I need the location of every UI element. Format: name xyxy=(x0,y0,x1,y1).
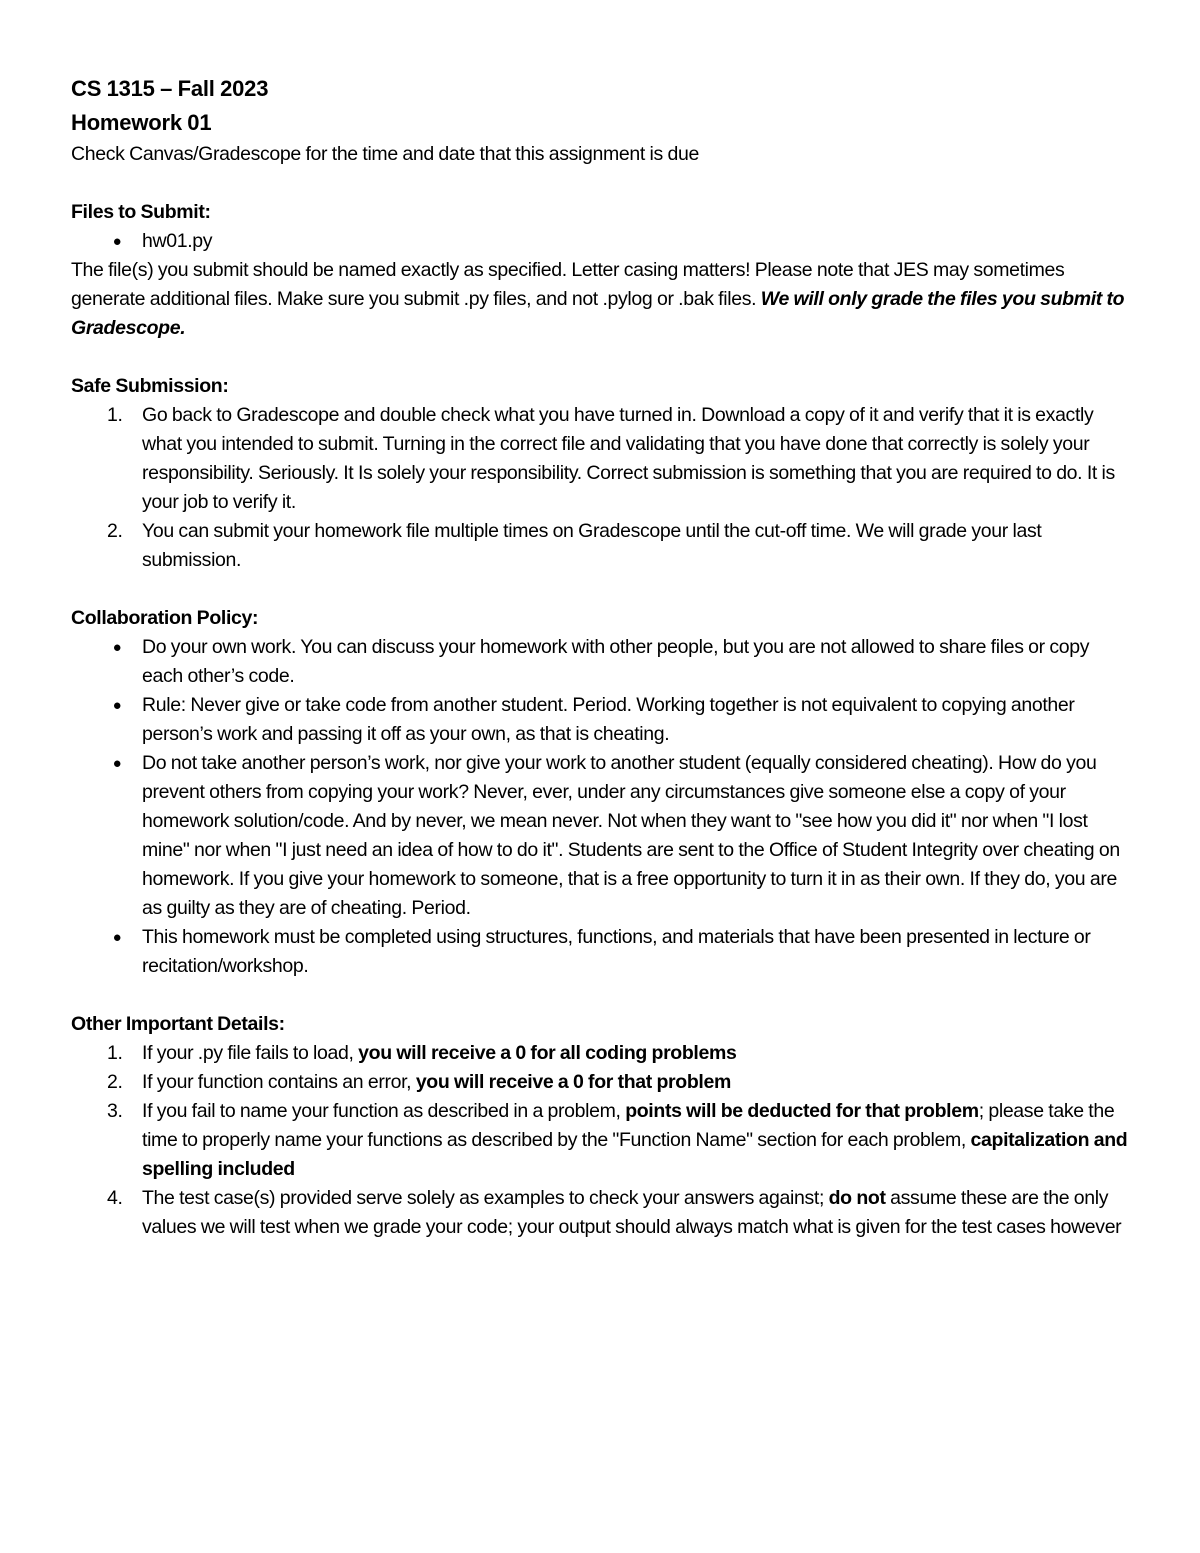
list-item xyxy=(71,691,1131,749)
list-item xyxy=(71,517,1131,575)
list-number: 3. xyxy=(107,1100,123,1122)
list-item-emphasis: you will receive a 0 for that problem xyxy=(415,1071,731,1093)
list-number: 2. xyxy=(107,1071,123,1093)
collab-section-title: Collaboration Policy: xyxy=(71,607,259,629)
course-title: CS 1315 – Fall 2023 xyxy=(71,76,269,101)
list-item xyxy=(71,923,1131,981)
list-item-text: assume these are the only values we will test when we grade your code; your output should always match what is given for the test cases however xyxy=(142,1187,1122,1238)
list-item-text: Rule: Never give or take code from another student. Period. Working together is not equivalent to copying another person’s work and passing it off as your own, as that is cheating. xyxy=(142,694,1075,745)
collab-list xyxy=(71,633,1131,981)
list-item-emphasis: points will be deducted for that problem xyxy=(625,1100,979,1122)
document-page xyxy=(71,72,1131,1242)
list-item-text: The test case(s) provided serve solely as examples to check your answers against; xyxy=(142,1187,829,1209)
list-item xyxy=(71,1184,1131,1242)
list-item xyxy=(71,633,1131,691)
details-section-title: Other Important Details: xyxy=(71,1013,285,1035)
list-item-text: You can submit your homework file multiple times on Gradescope until the cut-off time. We will grade your last submission. xyxy=(142,520,1042,571)
list-item-text: If your function contains an error, xyxy=(142,1071,416,1093)
list-item-text: Do your own work. You can discuss your homework with other people, but you are not allowed to share files or copy each other’s code. xyxy=(142,636,1090,687)
list-item-emphasis: do not xyxy=(828,1187,886,1209)
list-item-text: If your .py file fails to load, xyxy=(142,1042,359,1064)
details-list xyxy=(71,1039,1131,1242)
file-name: hw01.py xyxy=(142,230,213,252)
list-item xyxy=(71,1068,1131,1097)
bullet-icon: ● xyxy=(112,755,122,772)
files-note-emphasis: We will only grade the files you submit to Gradescope. xyxy=(71,288,1125,339)
due-date-note: Check Canvas/Gradescope for the time and date that this assignment is due xyxy=(71,143,699,165)
list-item xyxy=(71,749,1131,923)
list-number: 1. xyxy=(107,404,123,426)
list-item-text: Go back to Gradescope and double check what you have turned in. Download a copy of it and verify that it is exactly what you intended to submit. Turning in the correct file and validating that you have done that correctly is solely your responsibility. Seriously. It Is solely your responsibility. Correct submission is something that you are required to do. It is your job to verify it. xyxy=(142,404,1115,513)
list-item xyxy=(71,1097,1131,1184)
list-number: 4. xyxy=(107,1187,123,1209)
bullet-icon: ● xyxy=(112,697,122,714)
list-item-text: ; please take the time to properly name your functions as described by the "Function Name" section for each problem, xyxy=(142,1100,1115,1151)
list-number: 1. xyxy=(107,1042,123,1064)
files-note-text: The file(s) you submit should be named exactly as specified. Letter casing matters! Please note that JES may sometimes generate additional files. Make sure you submit .py files, and not .pylog or .bak files. xyxy=(71,259,1065,310)
list-item-emphasis: capitalization and spelling included xyxy=(142,1129,1128,1180)
files-list xyxy=(71,227,1131,256)
files-section-title: Files to Submit: xyxy=(71,201,211,223)
bullet-icon: ● xyxy=(112,639,122,656)
list-item xyxy=(71,227,1131,256)
list-item-text: Do not take another person’s work, nor give your work to another student (equally considered cheating). How do you prevent others from copying your work? Never, ever, under any circumstances give someone else a copy of your homework solution/code. And by never, we mean never. Not when they want to "see how you did it" nor when "I lost mine" nor when "I just need an idea of how to do it". Students are sent to the Office of Student Integrity over cheating on homework. If you give your homework to someone, that is a free opportunity to turn it in as their own. If they do, you are as guilty as they are of cheating. Period. xyxy=(142,752,1120,919)
files-note xyxy=(71,256,1131,343)
homework-title: Homework 01 xyxy=(71,110,212,135)
list-item-text: If you fail to name your function as described in a problem, xyxy=(142,1100,626,1122)
bullet-icon: ● xyxy=(112,233,122,250)
list-item-emphasis: you will receive a 0 for all coding problems xyxy=(358,1042,737,1064)
list-item xyxy=(71,1039,1131,1068)
safe-section-title: Safe Submission: xyxy=(71,375,229,397)
list-item-text: This homework must be completed using structures, functions, and materials that have been presented in lecture or recitation/workshop. xyxy=(142,926,1091,977)
safe-list xyxy=(71,401,1131,575)
list-item xyxy=(71,401,1131,517)
list-number: 2. xyxy=(107,520,123,542)
bullet-icon: ● xyxy=(112,929,122,946)
